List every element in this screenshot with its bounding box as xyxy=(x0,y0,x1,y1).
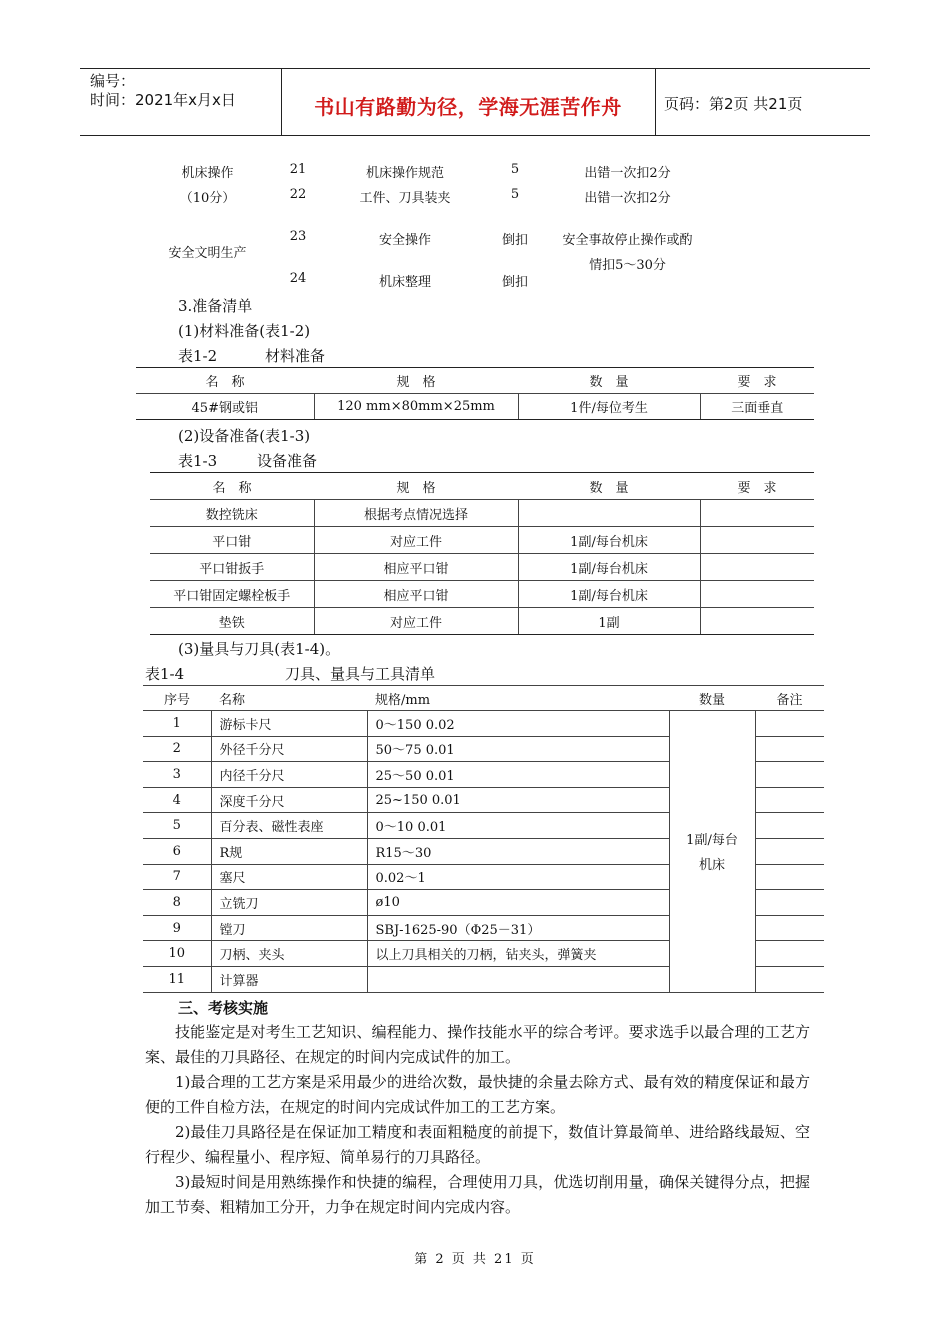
table-header: 序号 xyxy=(143,686,211,711)
table-cell xyxy=(700,500,814,527)
tool-spec: 25~150 0.01 xyxy=(367,787,669,813)
table-cell: 对应工件 xyxy=(314,527,518,554)
table-cell: 数控铣床 xyxy=(150,500,314,527)
table-cell: 1副/每台机床 xyxy=(518,554,700,581)
header-motto: 书山有路勤为径，学海无涯苦作舟 xyxy=(314,95,622,119)
remark-cell xyxy=(755,941,824,967)
remark-cell xyxy=(755,762,824,788)
scoring-category: 机床操作 xyxy=(181,166,234,181)
row-number: 9 xyxy=(143,915,211,941)
tool-name: 深度千分尺 xyxy=(211,787,367,813)
quantity-merged-cell xyxy=(669,711,755,993)
table-1-2-caption-no: 表1-2 xyxy=(178,347,218,365)
remark-cell xyxy=(755,711,824,737)
paragraph: 1)最合理的工艺方案是采用最少的进给次数，最快捷的余量去除方式、最有效的精度保证和最方便的工件自检方法，在规定的时间内完成试件加工的工艺方案。 xyxy=(145,1073,810,1116)
row-number: 2 xyxy=(143,736,211,762)
remark-cell xyxy=(755,787,824,813)
tool-name: R规 xyxy=(211,838,367,864)
scoring-item: 工件、刀具装夹 xyxy=(359,191,451,206)
tools-heading: (3)量具与刀具(表1-4)。 xyxy=(178,640,341,658)
table-header: 数量 xyxy=(669,686,755,711)
section-title: 三、考核实施 xyxy=(178,999,269,1017)
tool-spec: 0～10 0.01 xyxy=(367,813,669,839)
scoring-item: 安全操作 xyxy=(378,233,431,248)
remark-cell xyxy=(755,813,824,839)
paragraph: 2)最佳刀具路径是在保证加工精度和表面粗糙度的前提下，数值计算最简单、进给路线最短、空行程少、编程量小、程序短、简单易行的刀具路径。 xyxy=(145,1123,810,1166)
table-header: 名 称 xyxy=(150,473,314,500)
row-number: 1 xyxy=(143,711,211,737)
row-number: 7 xyxy=(143,864,211,890)
header-top-rule xyxy=(80,68,870,69)
table-header: 要 求 xyxy=(700,473,814,500)
remark-cell xyxy=(755,838,824,864)
table-cell: 1件/每位考生 xyxy=(518,394,700,420)
table-cell: 相应平口钳 xyxy=(314,581,518,608)
equipment-heading: (2)设备准备(表1-3) xyxy=(178,427,311,445)
table-cell: 平口钳扳手 xyxy=(150,554,314,581)
tool-name: 内径千分尺 xyxy=(211,762,367,788)
tool-name: 刀柄、夹头 xyxy=(211,941,367,967)
table-1-2-caption-title: 材料准备 xyxy=(265,347,326,365)
table-cell: 相应平口钳 xyxy=(314,554,518,581)
remark-cell xyxy=(755,890,824,916)
prep-heading: 3.准备清单 xyxy=(178,297,253,315)
table-header: 数 量 xyxy=(518,368,700,394)
scoring-category: 安全文明生产 xyxy=(168,246,247,261)
scoring-rule-cont: 情扣5～30分 xyxy=(589,258,666,273)
table-header: 要 求 xyxy=(700,368,814,394)
table-1-3-caption-title: 设备准备 xyxy=(257,452,318,470)
table-cell: 平口钳 xyxy=(150,527,314,554)
paragraph: 3)最短时间是用熟练操作和快捷的编程，合理使用刀具，优选切削用量，确保关键得分点，把握加工节奏、粗精加工分开，力争在规定时间内完成内容。 xyxy=(145,1173,810,1216)
tool-spec xyxy=(367,966,669,992)
table-header: 规 格 xyxy=(314,473,518,500)
table-1-3 xyxy=(150,472,814,635)
row-number: 8 xyxy=(143,890,211,916)
table-1-4 xyxy=(143,685,824,993)
remark-cell xyxy=(755,966,824,992)
remark-cell xyxy=(755,864,824,890)
table-1-4-caption-no: 表1-4 xyxy=(145,665,185,683)
header-page-info: 页码：第2页 共21页 xyxy=(664,95,803,113)
tool-spec: 50～75 0.01 xyxy=(367,736,669,762)
header-divider-right xyxy=(655,68,656,135)
table-cell xyxy=(700,608,814,635)
table-cell: 1副/每台机床 xyxy=(518,527,700,554)
table-1-2 xyxy=(136,367,814,420)
tool-name: 计算器 xyxy=(211,966,367,992)
row-number: 3 xyxy=(143,762,211,788)
row-number: 6 xyxy=(143,838,211,864)
row-number: 11 xyxy=(143,966,211,992)
scoring-score: 倒扣 xyxy=(501,275,528,290)
table-header: 名称 xyxy=(211,686,367,711)
row-number: 4 xyxy=(143,787,211,813)
table-header: 规格/mm xyxy=(367,686,669,711)
scoring-no: 21 xyxy=(289,162,307,177)
tool-name: 外径千分尺 xyxy=(211,736,367,762)
scoring-item: 机床操作规范 xyxy=(365,166,444,181)
table-header: 备注 xyxy=(755,686,824,711)
table-1-3-caption-no: 表1-3 xyxy=(178,452,218,470)
tool-spec: 25～50 0.01 xyxy=(367,762,669,788)
table-cell: 根据考点情况选择 xyxy=(314,500,518,527)
materials-heading: (1)材料准备(表1-2) xyxy=(178,322,311,340)
scoring-score: 5 xyxy=(510,162,520,177)
header-time-label: 时间：2021年x月x日 xyxy=(90,91,236,109)
quantity-line-2: 机床 xyxy=(698,858,725,874)
table-cell: 三面垂直 xyxy=(700,394,814,420)
table-header: 规 格 xyxy=(314,368,518,394)
tool-name: 塞尺 xyxy=(211,864,367,890)
table-cell: 平口钳固定螺栓板手 xyxy=(150,581,314,608)
table-cell: 45#钢或铝 xyxy=(136,394,314,420)
tool-spec: 以上刀具相关的刀柄，钻夹头，弹簧夹 xyxy=(367,941,669,967)
scoring-rule: 安全事故停止操作或酌 xyxy=(562,233,693,248)
row-number: 5 xyxy=(143,813,211,839)
paragraph: 技能鉴定是对考生工艺知识、编程能力、操作技能水平的综合考评。要求选手以最合理的工艺方案、最佳的刀具路径、在规定的时间内完成试件的加工。 xyxy=(145,1023,810,1066)
header-code-label: 编号： xyxy=(90,72,136,90)
header-bottom-rule xyxy=(80,135,870,136)
table-cell: 1副/每台机床 xyxy=(518,581,700,608)
scoring-rule: 出错一次扣2分 xyxy=(584,166,671,181)
page-footer: 第 2 页 共 21 页 xyxy=(414,1252,536,1267)
row-number: 10 xyxy=(143,941,211,967)
scoring-no: 24 xyxy=(289,271,307,286)
table-header: 数 量 xyxy=(518,473,700,500)
table-cell xyxy=(700,554,814,581)
tool-name: 百分表、磁性表座 xyxy=(211,813,367,839)
scoring-score: 5 xyxy=(510,187,520,202)
tool-name: 立铣刀 xyxy=(211,890,367,916)
tool-name: 游标卡尺 xyxy=(211,711,367,737)
remark-cell xyxy=(755,736,824,762)
tool-spec: SBJ-1625-90（Φ25－31） xyxy=(367,915,669,941)
table-cell: 1副 xyxy=(518,608,700,635)
table-cell xyxy=(700,581,814,608)
tool-spec: 0.02～1 xyxy=(367,864,669,890)
scoring-category: （10分） xyxy=(179,191,236,206)
table-cell: 120 mm×80mm×25mm xyxy=(314,394,518,420)
table-header: 名 称 xyxy=(136,368,314,394)
quantity-line-1: 1副/每台 xyxy=(686,833,738,849)
table-cell xyxy=(700,527,814,554)
scoring-no: 22 xyxy=(289,187,307,202)
remark-cell xyxy=(755,915,824,941)
scoring-no: 23 xyxy=(289,229,307,244)
table-cell xyxy=(518,500,700,527)
tool-name: 镗刀 xyxy=(211,915,367,941)
tool-spec: 0～150 0.02 xyxy=(367,711,669,737)
scoring-score: 倒扣 xyxy=(501,233,528,248)
table-cell: 对应工件 xyxy=(314,608,518,635)
tool-spec: R15～30 xyxy=(367,838,669,864)
scoring-rule: 出错一次扣2分 xyxy=(584,191,671,206)
table-1-4-caption-title: 刀具、量具与工具清单 xyxy=(285,665,436,683)
scoring-item: 机床整理 xyxy=(378,275,431,290)
tool-spec: ø10 xyxy=(367,890,669,916)
table-cell: 垫铁 xyxy=(150,608,314,635)
